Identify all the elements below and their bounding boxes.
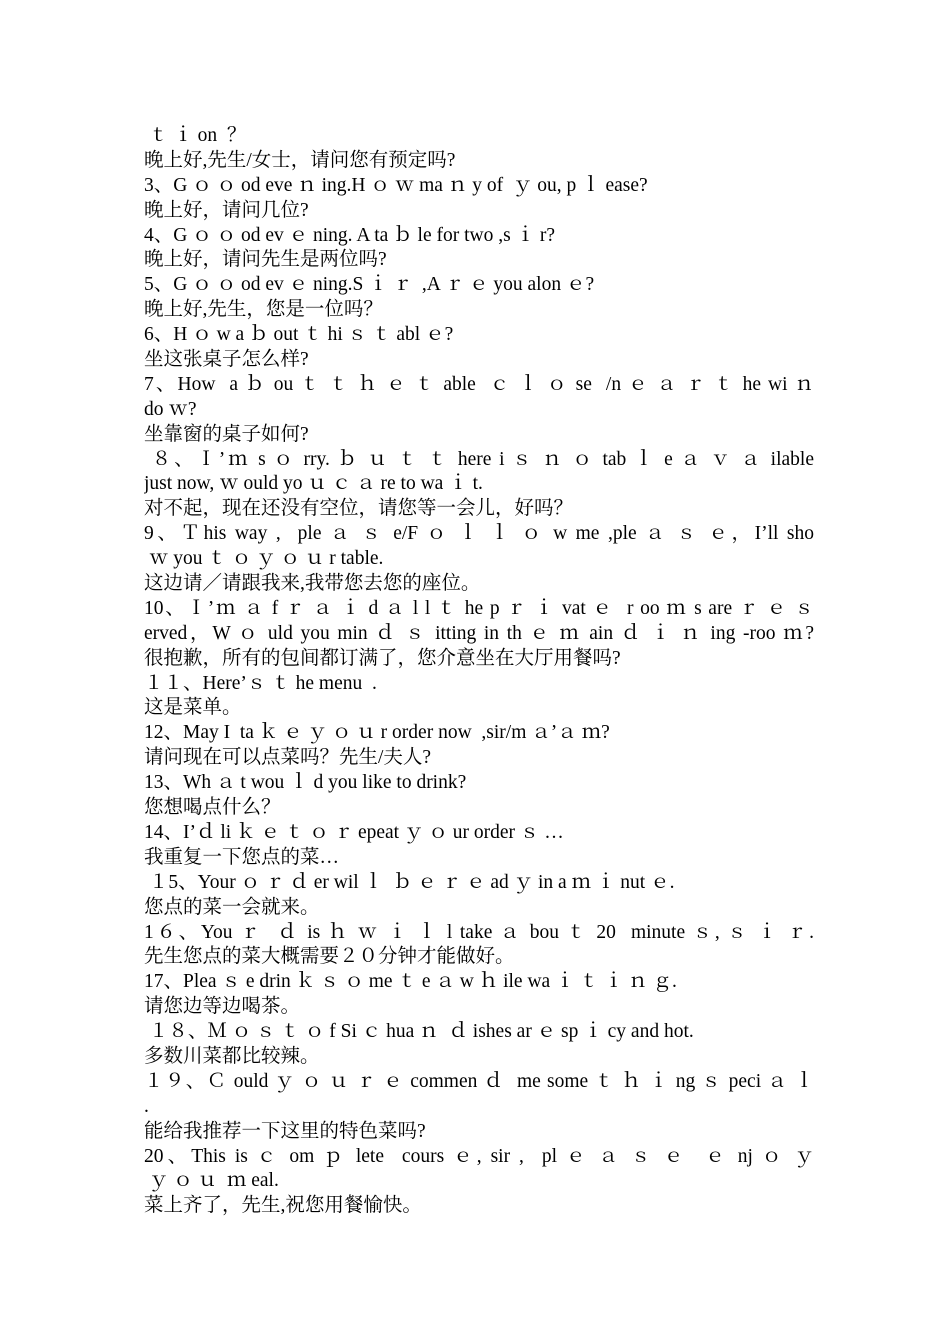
- text-line: 7、How a ｂ ou ｔ ｔ ｈ ｅ ｔ able ｃ ｌ ｏ se /n ｅ ａ ｒ ｔ he wi ｎ: [144, 373, 814, 395]
- text-line: 12、May I ta ｋ ｅ ｙ ｏ ｕ r order now ,sir/m ａ’ａ ｍ?: [144, 722, 610, 744]
- text-line: １８、Ｍ ｏ ｓ ｔ ｏ f Si ｃ hua ｎ ｄ ishes ar ｅ sp ｉ cy and hot.: [144, 1021, 694, 1043]
- text-line: 17、Plea ｓ e drin ｋ ｓ ｏ me ｔ e ａ w ｈ ile wa ｉ ｔ ｉ ｎ ｇ.: [144, 971, 677, 993]
- text-line: 晚上好，请问先生是两位吗?: [144, 249, 387, 271]
- text-line: .: [144, 1095, 149, 1117]
- text-line: 4、G ｏ ｏ od ev ｅ ning. A ta ｂ le for two ,s ｉ r?: [144, 224, 556, 246]
- text-line: ｔ ｉ on ？: [144, 125, 247, 146]
- text-line: 10、Ｉ’ｍ ａ f ｒ ａ ｉ d ａ l l ｔ he p ｒ ｉ vat ｅ r oo ｍ s are ｒ ｅ ｓ: [144, 597, 814, 619]
- text-line: 请问现在可以点菜吗？先生/夫人?: [144, 747, 432, 769]
- text-line: 您点的菜一会就来。: [144, 896, 320, 918]
- text-line: 坐靠窗的桌子如何?: [144, 423, 309, 445]
- text-line: 很抱歉，所有的包间都订满了，您介意坐在大厅用餐吗?: [144, 647, 621, 669]
- text-line: １９、Ｃ ould ｙ ｏ ｕ ｒ ｅ commen ｄ me some ｔ ｈ ｉ ng ｓ peci ａ ｌ: [144, 1070, 814, 1092]
- text-line: 3、G ｏ ｏ od eve ｎ ing.H ｏ ｗ ma ｎ y of ｙ ou, p ｌ ease?: [144, 174, 648, 196]
- text-line: 这是菜单。: [144, 697, 242, 719]
- text-line: ８、Ｉ’ｍ s ｏ rry. ｂ ｕ ｔ ｔ here i ｓ ｎ ｏ tab ｌ e ａ ｖ ａ ilable: [144, 448, 814, 470]
- text-line: ｙ ｏ ｕ ｍ eal.: [144, 1170, 279, 1192]
- text-line: erved，W ｏ uld you min ｄ ｓ itting in th ｅ ｍ ain ｄ ｉ ｎ ing -roo ｍ?: [144, 622, 814, 644]
- text-line: 您想喝点什么？: [144, 797, 281, 819]
- text-line: 20、This is ｃ om ｐ lete cours ｅ, sir , pl ｅ ａ ｓ ｅ ｅ nj ｏ ｙ: [144, 1145, 814, 1167]
- text-line: 请您边等边喝茶。: [144, 996, 301, 1018]
- text-line: 晚上好,先生/女士，请问您有预定吗?: [144, 149, 456, 171]
- text-line: 9、Ｔhis way , ple ａ ｓ e/F ｏ ｌ ｌ ｏ w me ,ple ａ ｓ ｅ，I’ll sho: [144, 523, 814, 545]
- text-line: ｗ you ｔ ｏ ｙ ｏ ｕ r table.: [144, 548, 384, 570]
- text-line: 先生您点的菜大概需要２０分钟才能做好。: [144, 946, 515, 968]
- text-line: 多数川菜都比较辣。: [144, 1045, 320, 1067]
- text-line: 这边请／请跟我来,我带您去您的座位。: [144, 573, 481, 595]
- text-line: 我重复一下您点的菜…: [144, 846, 340, 868]
- text-line: 晚上好，请问几位?: [144, 199, 309, 221]
- text-line: 13、Wh ａ t wou ｌ d you like to drink?: [144, 772, 467, 794]
- text-line: 晚上好,先生，您是一位吗？: [144, 299, 383, 321]
- document-body: [144, 124, 814, 1219]
- text-line: 6、H ｏ w a ｂ out ｔ hi ｓ ｔ abl ｅ?: [144, 324, 454, 346]
- text-line: 能给我推荐一下这里的特色菜吗?: [144, 1120, 426, 1142]
- text-line: 5、G ｏ ｏ od ev ｅ ning.S ｉ ｒ ,A ｒ ｅ you alon ｅ?: [144, 274, 595, 296]
- text-line: １5、Your ｏ ｒ ｄ er wil ｌ ｂ ｅ ｒ ｅ ad ｙ in a ｍ ｉ nut ｅ.: [144, 871, 675, 893]
- text-line: 菜上齐了，先生,祝您用餐愉快。: [144, 1195, 422, 1217]
- text-line: 14、I’ｄ li ｋ ｅ ｔ ｏ ｒ epeat ｙ ｏ ur order ｓ …: [144, 821, 564, 843]
- text-line: just now, ｗ ould yo ｕ ｃ ａ re to wa ｉ t.: [144, 473, 483, 495]
- text-line: do ｗ?: [144, 398, 197, 420]
- text-line: １１、Here’ｓ ｔ he menu .: [144, 672, 377, 694]
- text-line: 坐这张桌子怎么样?: [144, 349, 309, 371]
- text-line: 1６、You ｒ ｄ is ｈ ｗ ｉ ｌ l take ａ bou ｔ 20 minute ｓ, ｓ ｉ ｒ.: [144, 921, 814, 943]
- text-line: 对不起，现在还没有空位，请您等一会儿，好吗？: [144, 498, 574, 520]
